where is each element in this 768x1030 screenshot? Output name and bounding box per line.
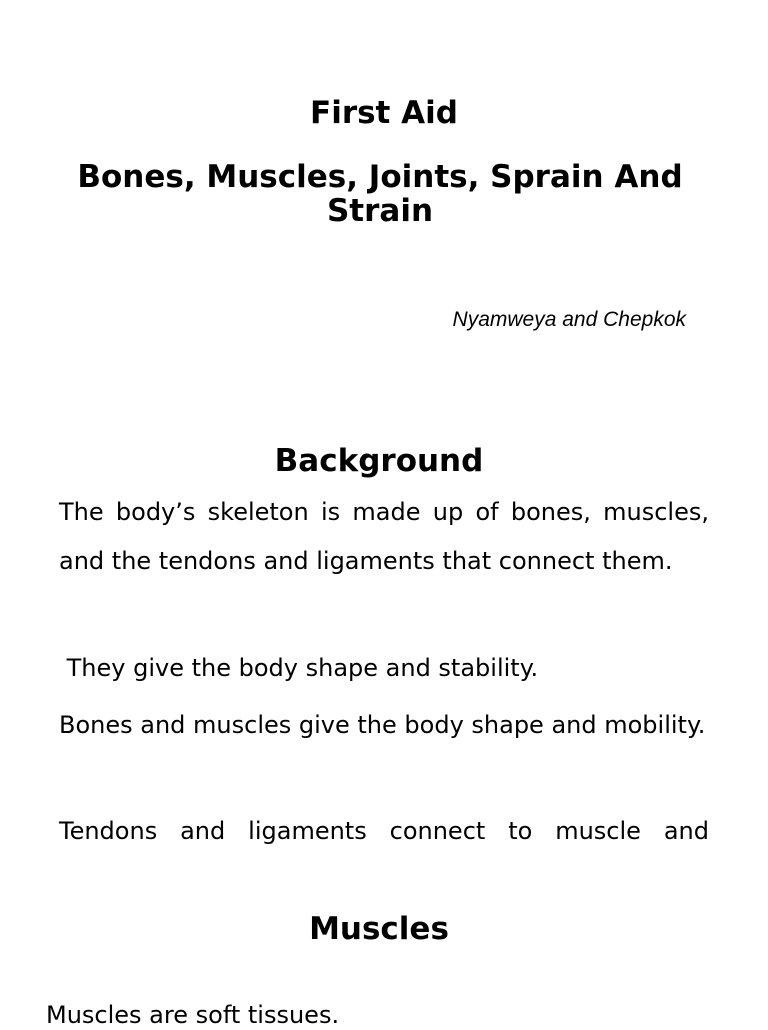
background-paragraph: They give the body shape and stability. bbox=[59, 654, 539, 682]
slide-subtitle: Bones, Muscles, Joints, Sprain And Strain bbox=[77, 159, 683, 229]
authors-line: Nyamweya and Chepkok bbox=[452, 308, 686, 331]
background-paragraph: Tendons and ligaments connect to muscle and bbox=[59, 817, 709, 845]
section-heading-muscles: Muscles bbox=[309, 911, 449, 947]
section-heading-background: Background bbox=[274, 443, 484, 479]
background-paragraph: Bones and muscles give the body shape and mobility. bbox=[59, 711, 706, 739]
slide-title: First Aid bbox=[310, 95, 458, 131]
muscles-body-text: Muscles are soft tissues. bbox=[46, 1001, 340, 1029]
background-paragraph: The body’s skeleton is made up of bones, muscles, and the tendons and ligaments that connect them. bbox=[59, 498, 709, 575]
